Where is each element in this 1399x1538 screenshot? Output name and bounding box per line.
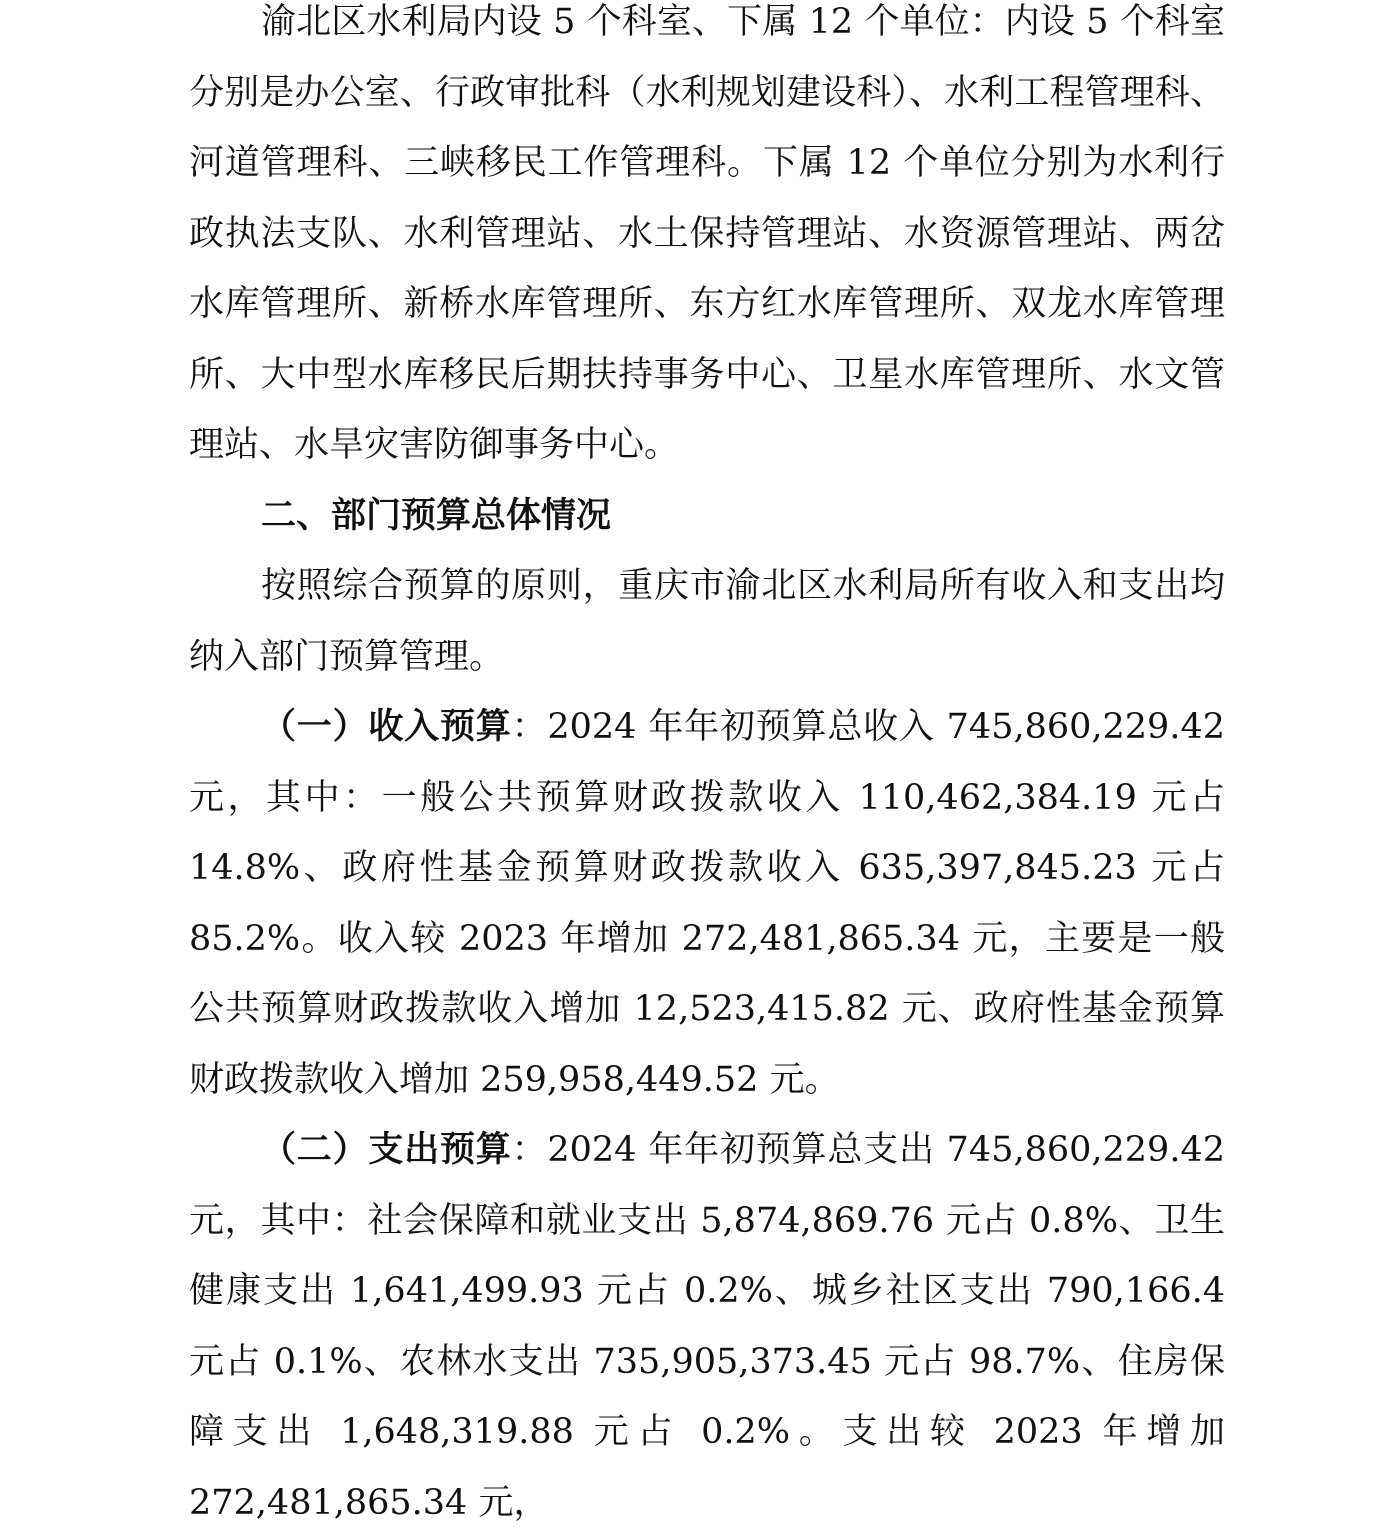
income-budget-label: （一）收入预算	[261, 707, 512, 747]
section-heading-budget-overview: 二、部门预算总体情况	[261, 495, 612, 536]
paragraph-income-budget	[189, 692, 1225, 1115]
expense-budget-text: ：2024 年年初预算总支出 745,860,229.42 元，其中：社会保障和就业支出 5,874,869.76 元占 0.8%、卫生健康支出 1,641,499.93 元占 0.2%、城乡社区支出 790,166.4 元占 0.1%、农林水支出 735,905,373.45 元占 98.7%、住房保障支出 1,648,319.88 元占 0.2%。支出较 2023 年增加 272,481,865.34 元，	[189, 1130, 1225, 1523]
document-body	[189, 0, 1225, 1538]
expense-budget-label: （二）支出预算	[261, 1130, 512, 1170]
income-budget-text: ：2024 年年初预算总收入 745,860,229.42 元，其中：一般公共预算财政拨款收入 110,462,384.19 元占 14.8%、政府性基金预算财政拨款收入 635,397,845.23 元占 85.2%。收入较 2023 年增加 272,481,865.34 元，主要是一般公共预算财政拨款收入增加 12,523,415.82 元、政府性基金预算财政拨款收入增加 259,958,449.52 元。	[189, 707, 1225, 1100]
paragraph-budget-principle: 按照综合预算的原则，重庆市渝北区水利局所有收入和支出均纳入部门预算管理。	[189, 566, 1225, 677]
paragraph-internal-units: 渝北区水利局内设 5 个科室、下属 12 个单位：内设 5 个科室分别是办公室、行政审批科（水利规划建设科）、水利工程管理科、河道管理科、三峡移民工作管理科。下属 12 个单位分别为水利行政执法支队、水利管理站、水土保持管理站、水资源管理站、两岔水库管理所、新桥水库管理所、东方红水库管理所、双龙水库管理所、大中型水库移民后期扶持事务中心、卫星水库管理所、水文管理站、水旱灾害防御事务中心。	[189, 2, 1225, 465]
paragraph-expense-budget	[189, 1115, 1225, 1538]
